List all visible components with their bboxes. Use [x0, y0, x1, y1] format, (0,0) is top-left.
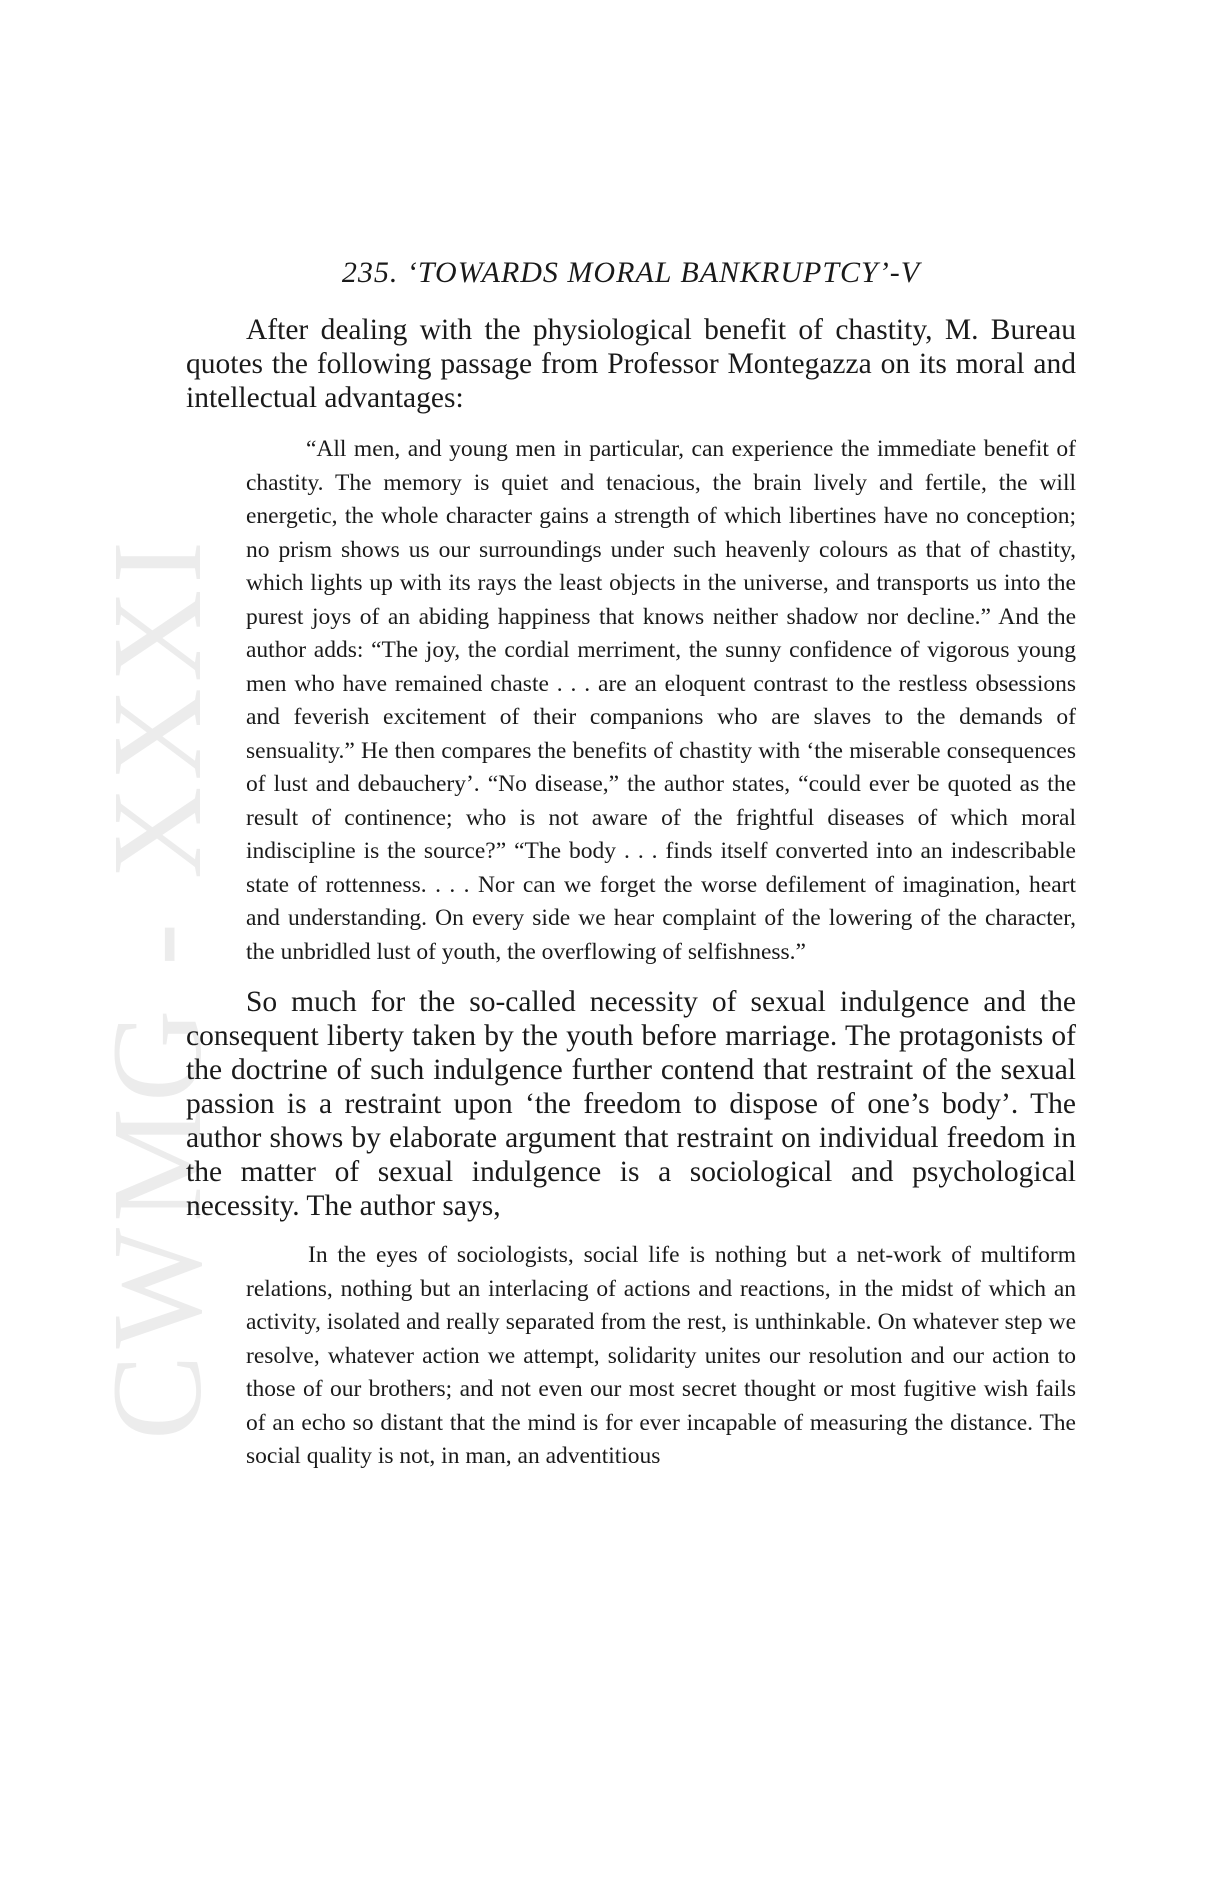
middle-paragraph: So much for the so-called necessity of sexual indulgence and the consequent liberty taken by the youth before marriage. The protagonists of the doctrine of such indulgence further contend that restraint of the sexual passion is a restraint upon ‘the freedom to dispose of one’s body’. The author shows by elaborate argument that restraint on individual freedom in the matter of sexual indulgence is a sociological and psychological necessity. The author says, — [186, 986, 1076, 1222]
page-content — [186, 255, 1076, 1490]
block-quote-sociologists: In the eyes of sociologists, social life is nothing but a net-work of multiform relations, nothing but an interlacing of actions and reactions, in the midst of which an activity, isolated and really separated from the rest, is unthinkable. On whatever step we resolve, whatever action we attempt, solidarity unites our resolution and our action to those of our brothers; and not even our most secret thought or most fugitive wish fails of an echo so distant that the mind is for ever incapable of measuring the distance. The social quality is not, in man, an adventitious — [246, 1242, 1076, 1469]
block-quote-montegazza: “All men, and young men in particular, can experience the immediate benefit of chastity. The memory is quiet and tenacious, the brain lively and fertile, the will energetic, the whole character gains a strength of which libertines have no conception; no prism shows us our surroundings under such heavenly colours as that of chastity, which lights up with its rays the least objects in the universe, and transports us into the purest joys of an abiding happiness that knows neither shadow nor decline.” And the author adds: “The joy, the cordial merriment, the sunny confidence of vigorous young men who have remained chaste . . . are an eloquent contrast to the restless obsessions and feverish excitement of their companions who are slaves to the demands of sensuality.” He then compares the benefits of chastity with ‘the miserable consequences of lust and debauchery’. “No disease,” the author states, “could ever be quoted as the result of continence; who is not aware of the frightful diseases of which moral indiscipline is the source?” “The body . . . finds itself converted into an indescribable state of rottenness. . . . Nor can we forget the worse defilement of imagination, heart and understanding. On every side we hear complaint of the lowering of the character, the unbridled lust of youth, the overflowing of selfishness.” — [246, 436, 1076, 965]
page-title: 235. ‘TOWARDS MORAL BANKRUPTCY’-V — [341, 256, 921, 289]
watermark-text: CWMG - XXXI — [86, 535, 228, 1440]
intro-paragraph: After dealing with the physiological benefit of chastity, M. Bureau quotes the following passage from Professor Montegazza on its moral and intellectual advantages: — [186, 314, 1076, 414]
